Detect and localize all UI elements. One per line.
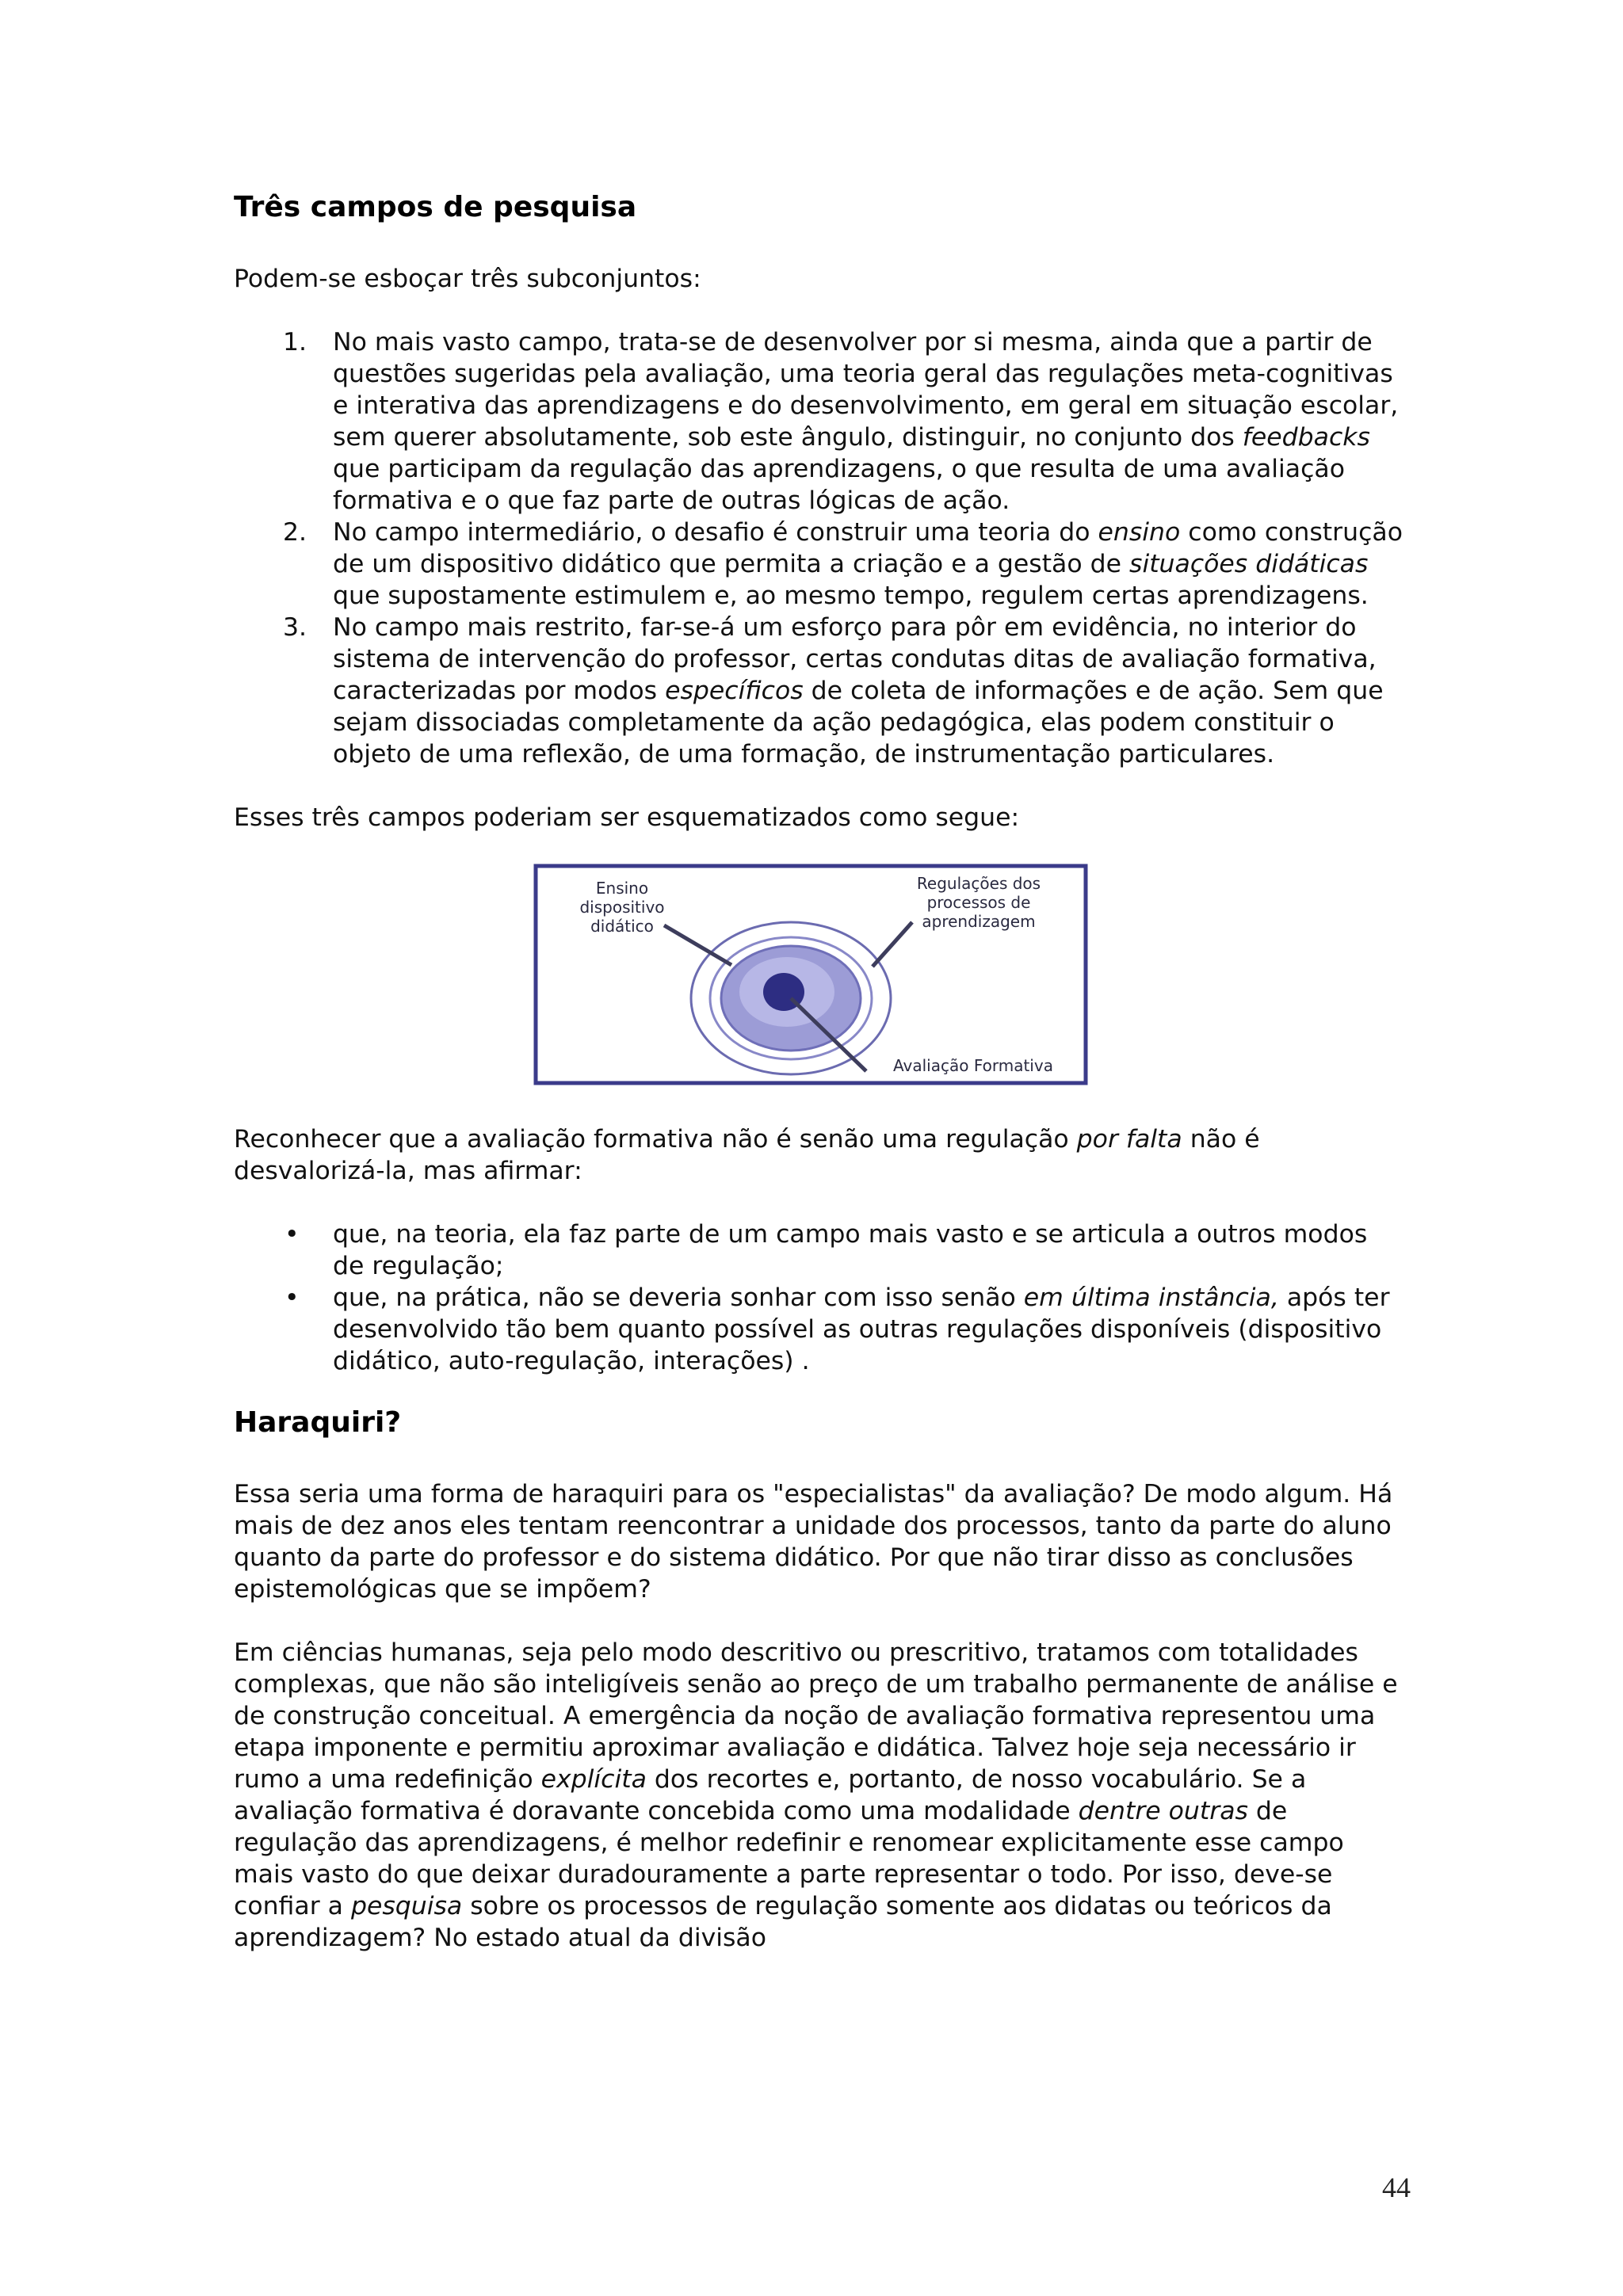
three-fields-diagram [533, 864, 1088, 1085]
bullet-list [234, 1219, 1403, 1377]
list-marker: 1. [283, 328, 307, 357]
bullet-text: que, na teoria, ela faz parte de um campo mais vasto e se articula a outros modos de regulação; [333, 1220, 1368, 1280]
label-ensino: Ensino [595, 879, 648, 898]
figure-container [218, 864, 1403, 1085]
label-regulacoes: Regulações dos [916, 874, 1041, 893]
emphasis-text: por falta [1076, 1125, 1182, 1154]
emphasis-text: dentre outras [1078, 1797, 1248, 1825]
list-marker: 3. [283, 613, 307, 642]
section-heading-haraquiri: Haraquiri? [234, 1406, 402, 1439]
haraquiri-paragraph-1: Essa seria uma forma de haraquiri para os "especialistas" da avaliação? De modo algum. Há mais de dez anos eles tentam reencontrar a unidade dos processos, tanto da parte do aluno quanto da parte do professor e do sistema didático. Por que não tirar disso as conclusões epistemológicas que se impõem? [234, 1480, 1393, 1604]
emphasis-text: situações didáticas [1129, 550, 1369, 578]
list-marker: 2. [283, 518, 307, 547]
label-didatico: didático [590, 917, 654, 936]
list-item-2 [234, 517, 1403, 612]
label-aprendizagem: aprendizagem [921, 912, 1036, 931]
emphasis-text: em última instância, [1023, 1283, 1279, 1312]
list-item-text: No mais vasto campo, trata-se de desenvolver por si mesma, ainda que a partir de questões sugeridas pela avaliação, uma teoria geral das regulações meta-cognitivas e interativa das aprendizagens e do desenvolvimento, em geral em situação escolar, sem querer absolutamente, sob este ângulo, distinguir, no conjunto dos feedbacks que participam da regulação das aprendizagens, o que resulta de uma avaliação formativa e o que faz parte de outras lógicas de ação. [333, 328, 1399, 515]
after-figure-paragraph: Reconhecer que a avaliação formativa não é senão uma regulação por falta não é desvalorizá-la, mas afirmar: [234, 1125, 1260, 1185]
intro-paragraph: Podem-se esboçar três subconjuntos: [234, 265, 701, 293]
figure-intro-paragraph: Esses três campos poderiam ser esquematizados como segue: [234, 803, 1020, 832]
emphasis-text: ensino [1098, 518, 1181, 547]
emphasis-text: específicos [665, 677, 804, 705]
list-item-text: No campo intermediário, o desafio é construir uma teoria do ensino como construção de um dispositivo didático que permita a criação e a gestão de situações didáticas que supostamente estimulem e, ao mesmo tempo, regulem certas aprendizagens. [333, 518, 1403, 610]
bullet-marker: • [285, 1220, 300, 1249]
label-processos: processos de [926, 893, 1030, 912]
bullet-marker: • [285, 1283, 300, 1312]
list-item-1 [234, 326, 1403, 517]
label-dispositivo: dispositivo [579, 898, 665, 917]
list-item-3 [234, 612, 1403, 770]
section-heading-tres-campos: Três campos de pesquisa [234, 191, 637, 223]
haraquiri-paragraph-2: Em ciências humanas, seja pelo modo descritivo ou prescritivo, tratamos com totalidades complexas, que não são inteligíveis senão ao preço de um trabalho permanente de análise e de construção conceitual. A emergência da noção de avaliação formativa representou uma etapa imponente e permitiu aproximar avaliação e didática. Talvez hoje seja necessário ir rumo a uma redefinição explícita dos recortes e, portanto, de nosso vocabulário. Se a avaliação formativa é doravante concebida como uma modalidade dentre outras de regulação das aprendizagens, é melhor redefinir e renomear explicitamente esse campo mais vasto do que deixar duradouramente a parte representar o todo. Por isso, deve-se confiar a pesquisa sobre os processos de regulação somente aos didatas ou teóricos da aprendizagem? No estado atual da divisão [234, 1638, 1398, 1952]
emphasis-text: pesquisa [350, 1892, 463, 1920]
bullet-text: que, na prática, não se deveria sonhar com isso senão em última instância, após ter desenvolvido tão bem quanto possível as outras regulações disponíveis (dispositivo didático, auto-regulação, interações) . [333, 1283, 1390, 1375]
list-item-text: No campo mais restrito, far-se-á um esforço para pôr em evidência, no interior do sistema de intervenção do professor, certas condutas ditas de avaliação formativa, caracterizadas por modos específicos de coleta de informações e de ação. Sem que sejam dissociadas completamente da ação pedagógica, elas podem constituir o objeto de uma reflexão, de uma formação, de instrumentação particulares. [333, 613, 1384, 769]
emphasis-text: explícita [540, 1765, 647, 1794]
label-avaliacao-formativa: Avaliação Formativa [892, 1056, 1053, 1075]
numbered-list [234, 326, 1403, 770]
bullet-item-1 [234, 1219, 1403, 1282]
page-content [234, 190, 1403, 1954]
page-number: 44 [1382, 2172, 1411, 2203]
bullet-item-2 [234, 1282, 1403, 1377]
emphasis-text: feedbacks [1242, 423, 1370, 452]
